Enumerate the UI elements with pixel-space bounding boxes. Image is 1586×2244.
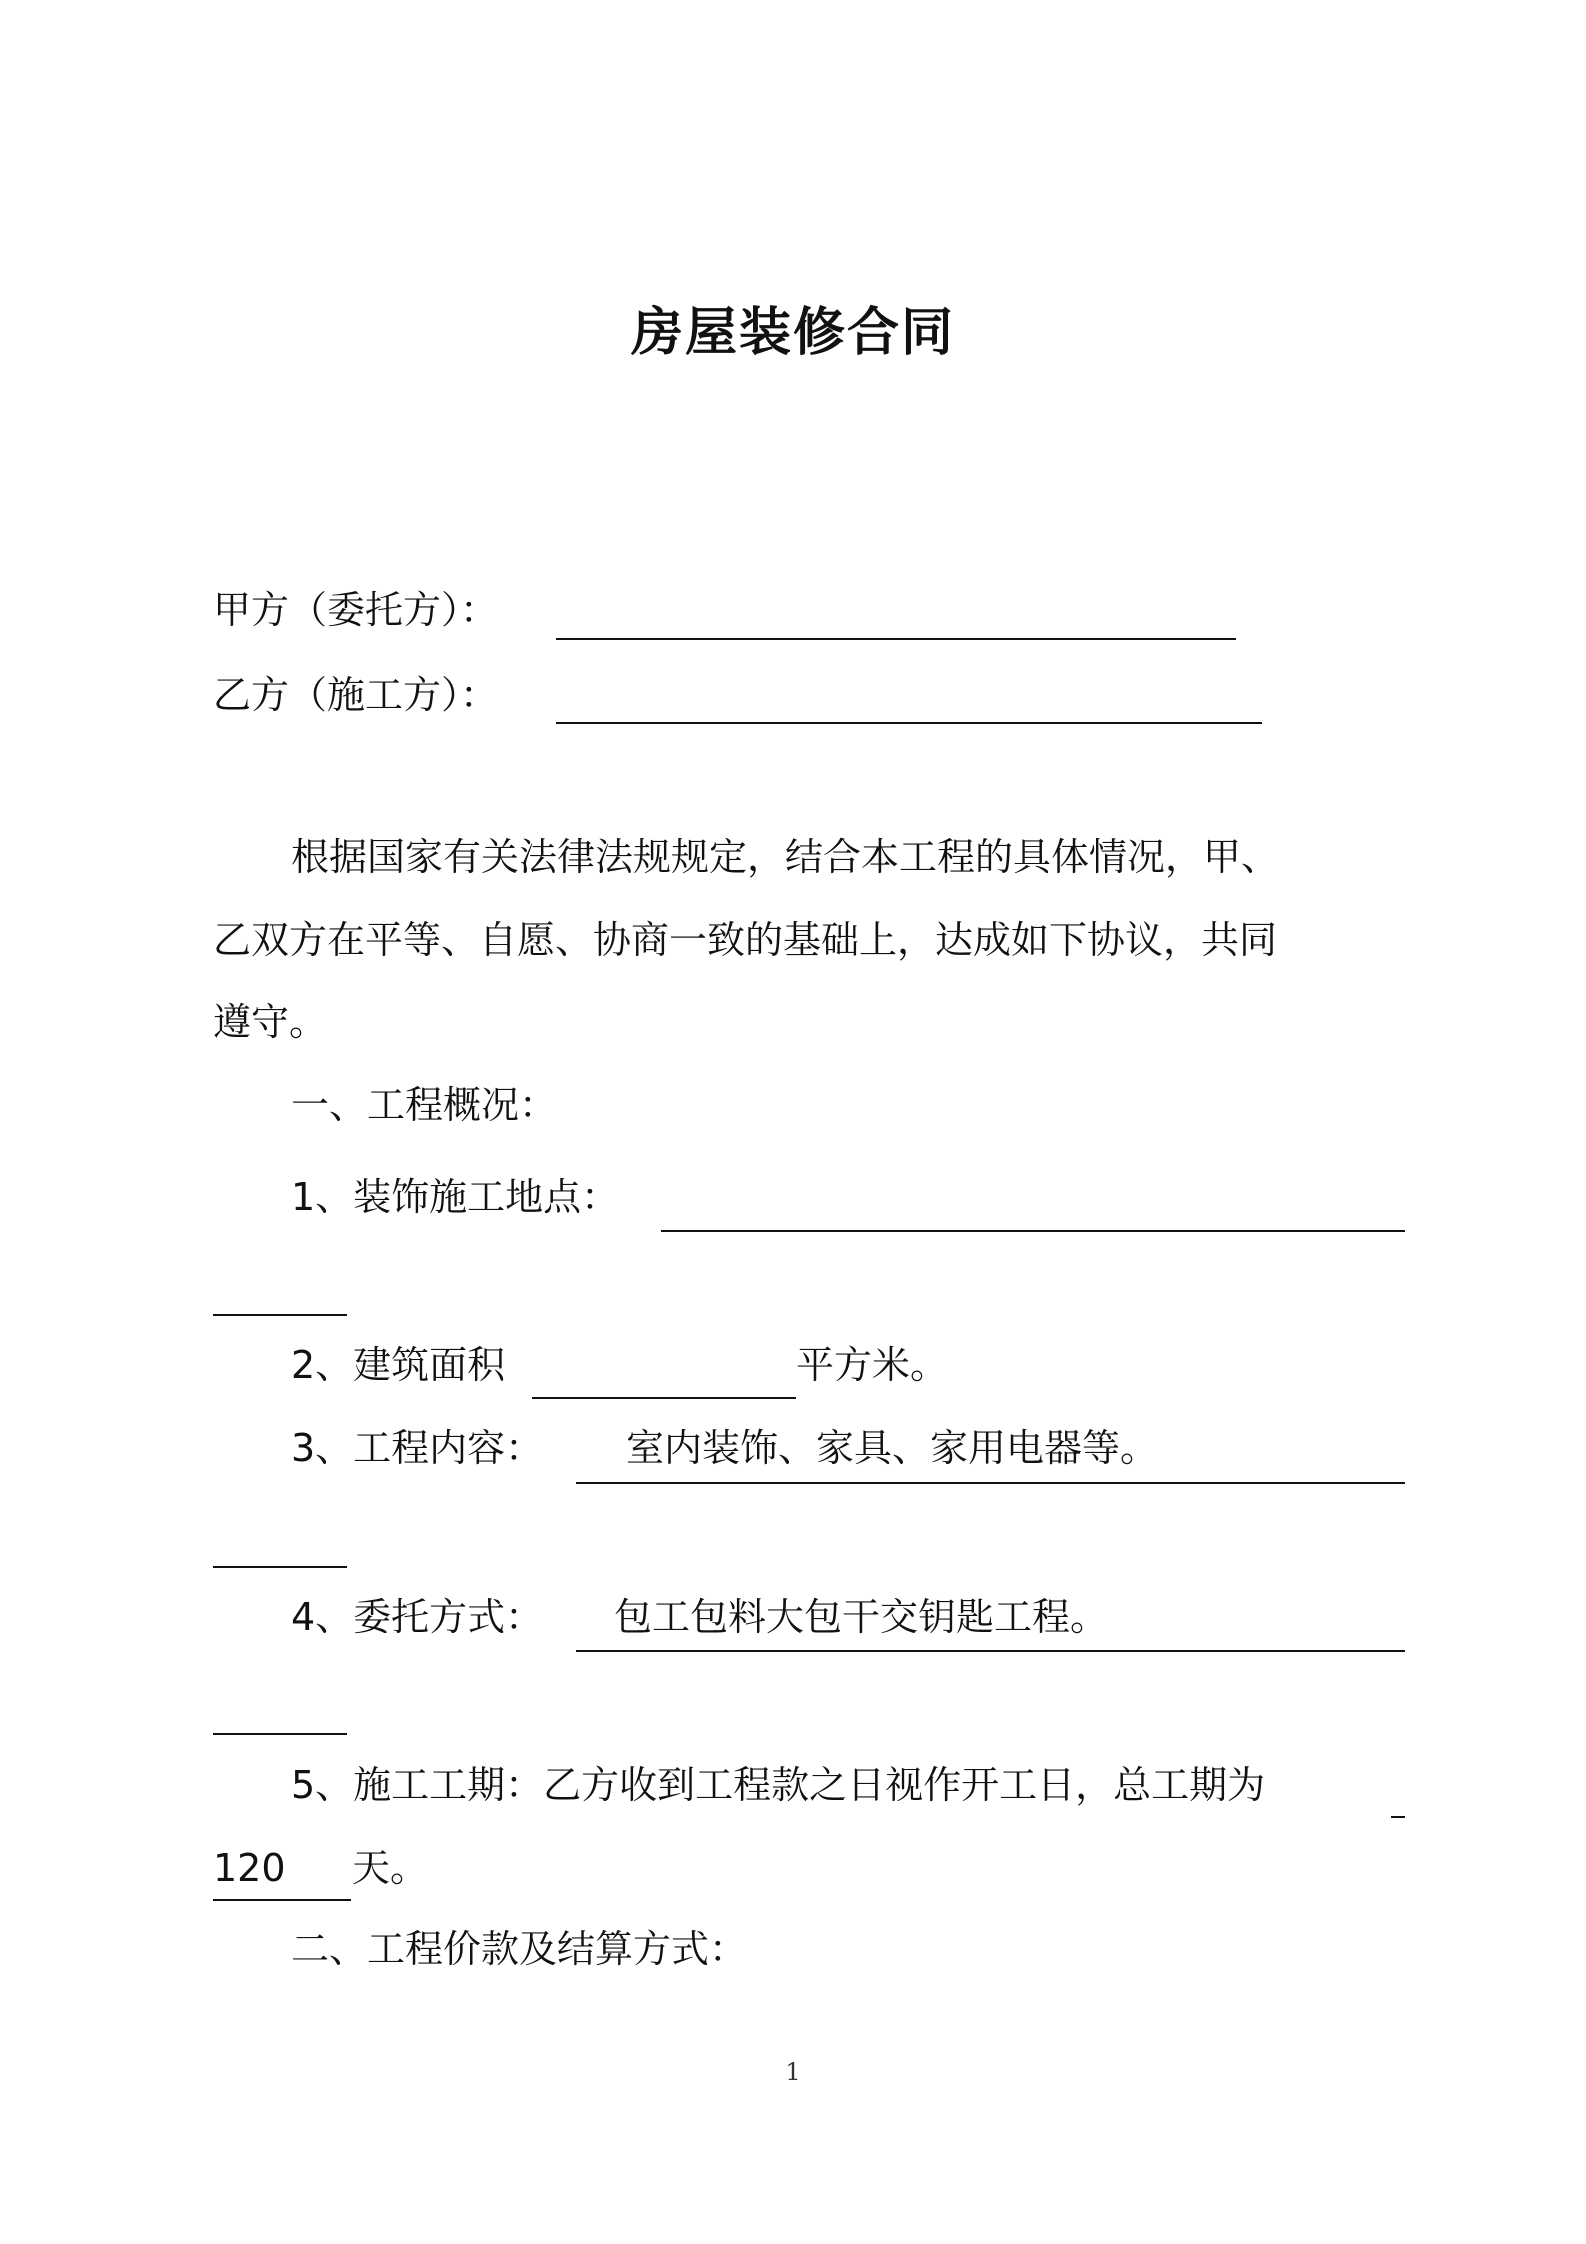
party-b-blank[interactable]: [556, 722, 1262, 724]
party-b-label: 乙方（施工方）：: [213, 673, 499, 717]
item-2-label: 2、建筑面积: [291, 1343, 506, 1387]
item-3-label: 3、工程内容：: [291, 1426, 544, 1470]
item-1-blank-continued[interactable]: [213, 1314, 347, 1316]
item-5-unit: 天。: [352, 1846, 429, 1890]
section-2-heading: 二、工程价款及结算方式：: [291, 1927, 748, 1971]
item-3-value[interactable]: 室内装饰、家具、家用电器等。: [626, 1426, 1159, 1470]
item-3-blank-continued[interactable]: [213, 1566, 347, 1568]
item-3-blank: [576, 1482, 1405, 1484]
item-4-blank-continued[interactable]: [213, 1733, 347, 1735]
item-5-days-underline: [213, 1899, 351, 1901]
item-2-unit: 平方米。: [796, 1343, 949, 1387]
section-1-heading: 一、工程概况：: [291, 1083, 558, 1127]
item-5-blank-tail: [1391, 1816, 1405, 1818]
item-5-days[interactable]: 120: [213, 1846, 286, 1890]
item-1-blank[interactable]: [661, 1230, 1405, 1232]
intro-line-1: 根据国家有关法律法规规定，结合本工程的具体情况，甲、: [291, 835, 1280, 879]
item-4-blank: [576, 1650, 1405, 1652]
document-title: 房屋装修合同: [630, 303, 955, 363]
item-5-text: 5、施工工期：乙方收到工程款之日视作开工日，总工期为: [291, 1763, 1266, 1807]
page-number: 1: [785, 2058, 801, 2086]
item-2-blank[interactable]: [532, 1397, 796, 1399]
item-4-value[interactable]: 包工包料大包干交钥匙工程。: [614, 1595, 1109, 1639]
item-1-label: 1、装饰施工地点：: [291, 1175, 620, 1219]
intro-line-2: 乙双方在平等、自愿、协商一致的基础上，达成如下协议，共同: [213, 918, 1278, 962]
item-4-label: 4、委托方式：: [291, 1595, 544, 1639]
intro-line-3: 遵守。: [213, 1000, 328, 1044]
party-a-label: 甲方（委托方）：: [213, 588, 499, 632]
party-a-blank[interactable]: [556, 638, 1236, 640]
